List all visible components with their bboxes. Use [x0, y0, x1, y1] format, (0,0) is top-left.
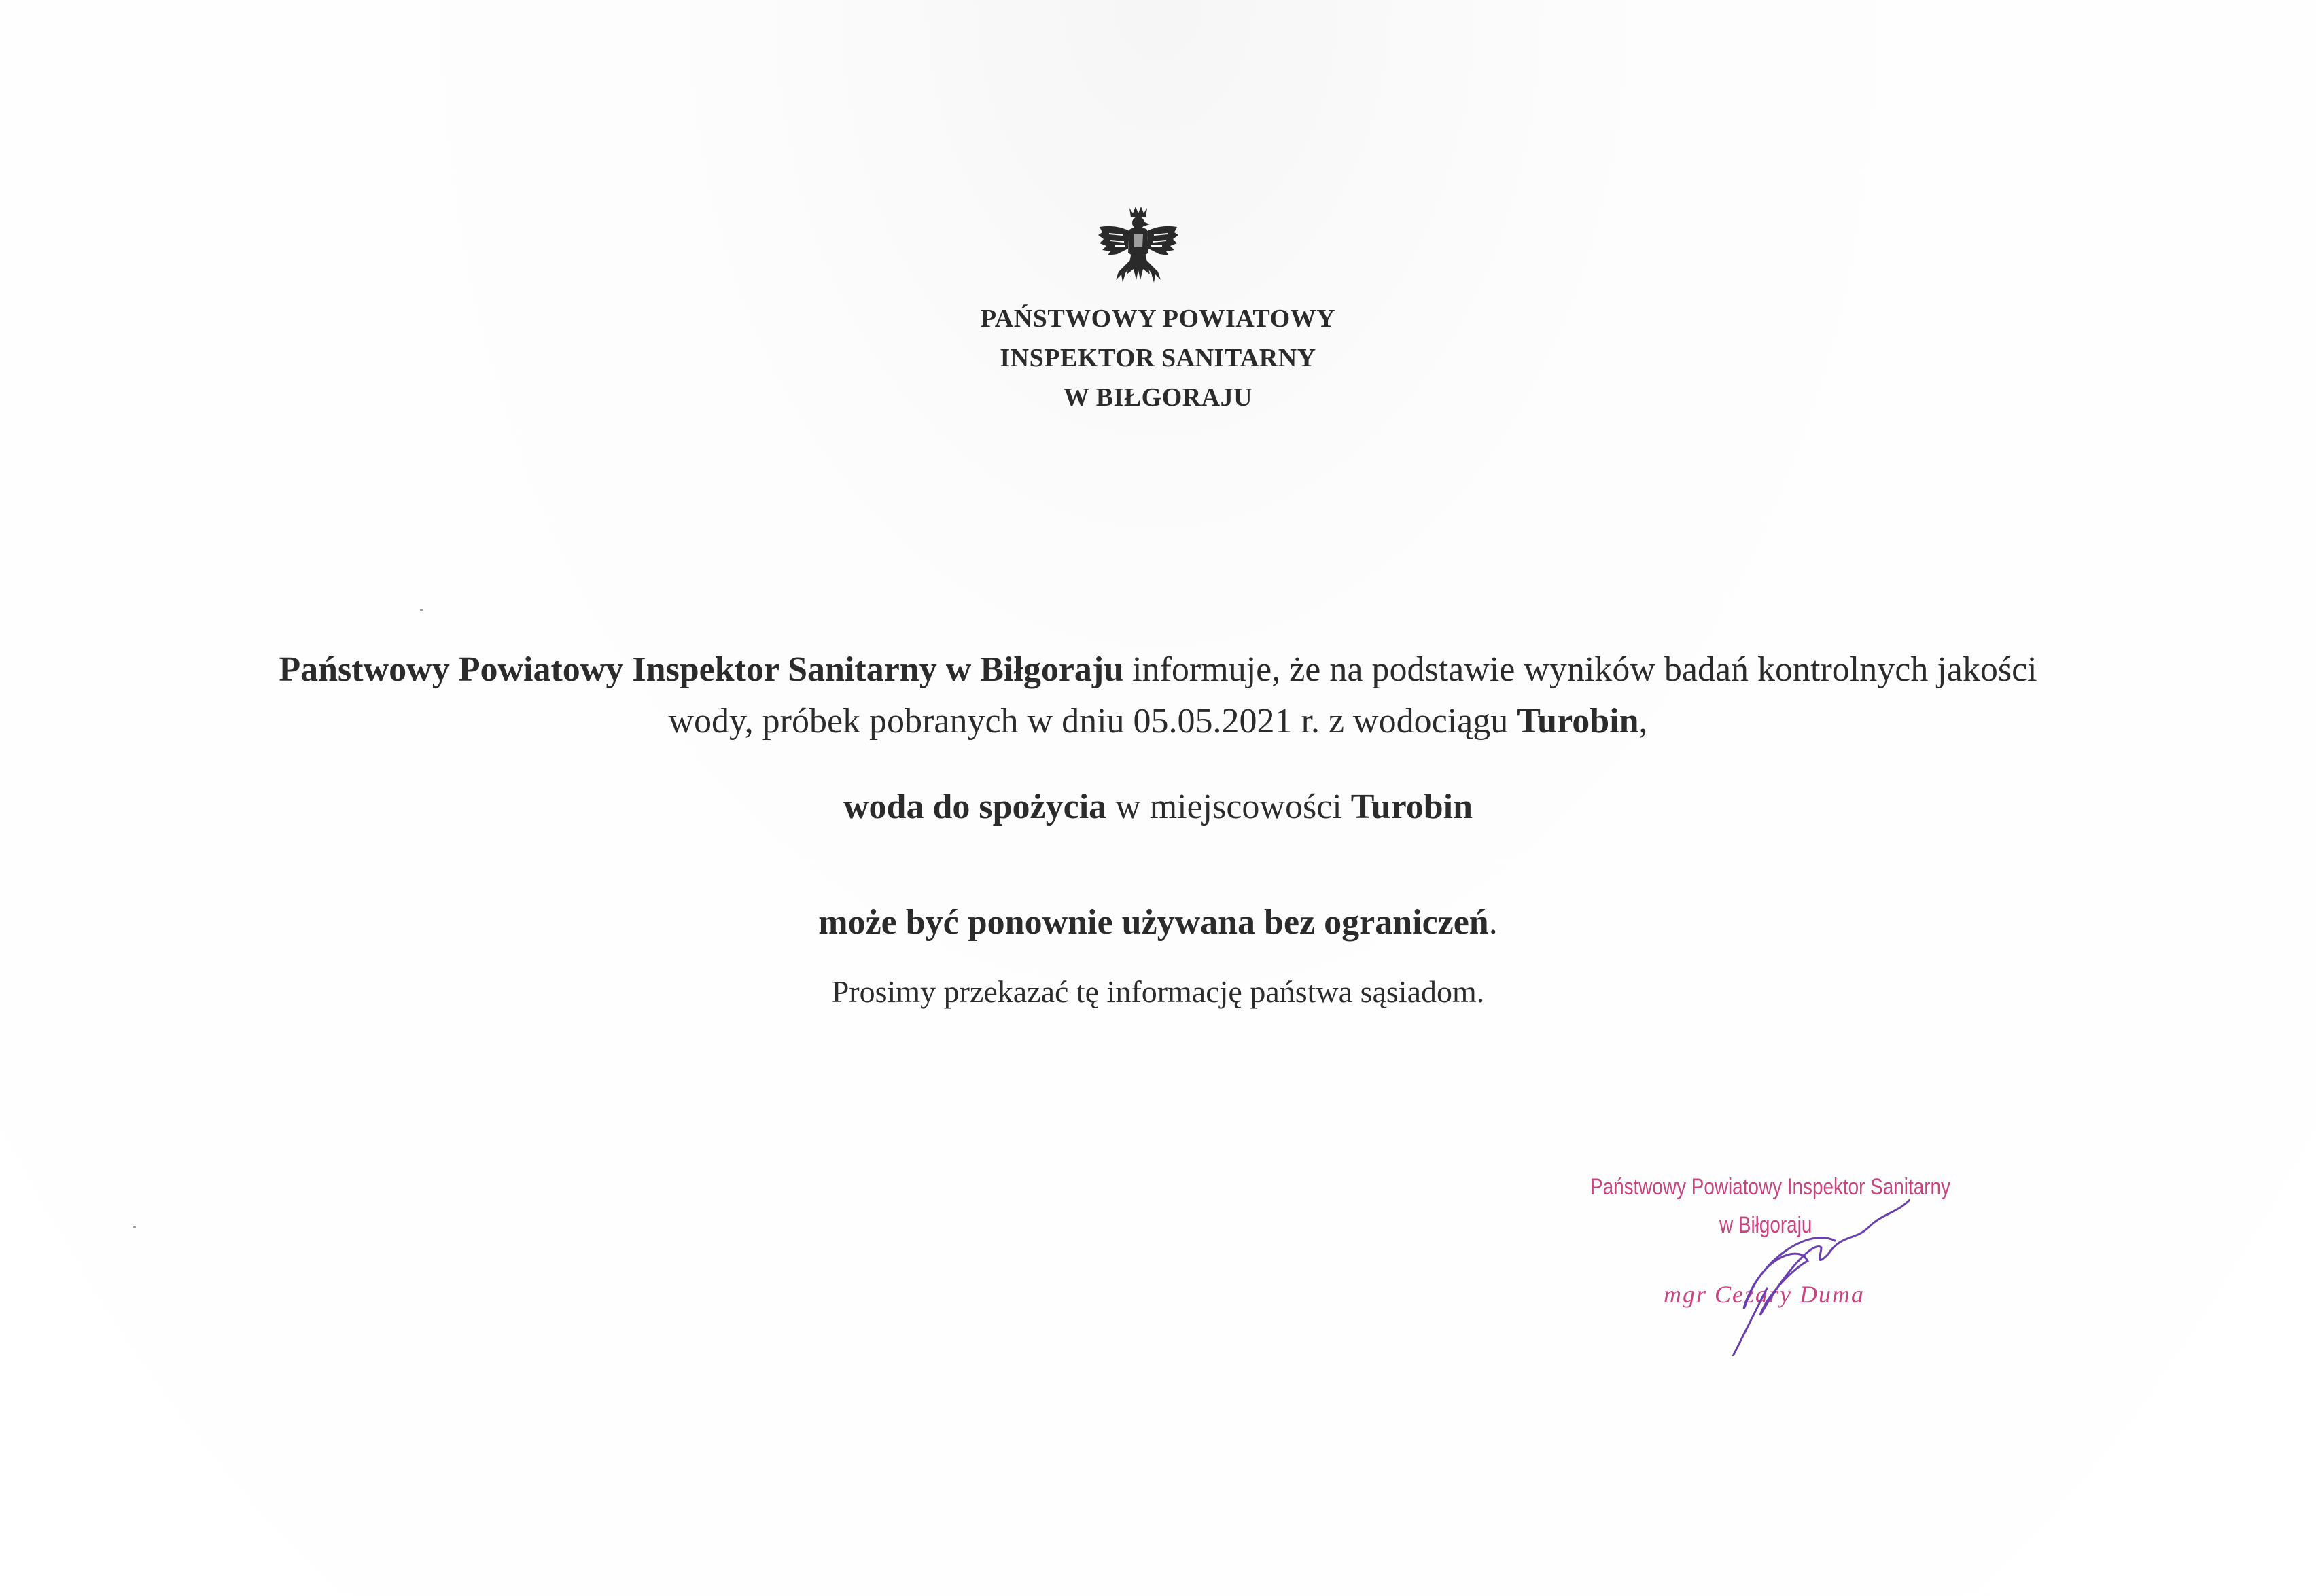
notice-punctuation: ,	[1638, 702, 1648, 741]
official-stamp	[1563, 1166, 2039, 1370]
issuer-name: Państwowy Powiatowy Inspektor Sanitarny w Biłgoraju	[279, 650, 1124, 689]
header-line-2: INSPEKTOR SANITARNY	[1000, 344, 1316, 372]
polish-eagle-emblem-icon	[1095, 204, 1181, 298]
header-line-1: PAŃSTWOWY POWIATOWY	[980, 304, 1336, 333]
notice-text: w miejscowości	[1106, 787, 1351, 826]
notice-paragraph-1	[102, 644, 2214, 747]
waterworks-name: Turobin	[1517, 702, 1639, 741]
notice-paragraph-4	[102, 966, 2214, 1018]
scan-speck	[133, 1226, 136, 1228]
notice-paragraph-1-line-1	[102, 644, 2214, 696]
handwritten-signature	[1665, 1186, 1910, 1356]
notice-paragraph-1-line-2	[102, 696, 2214, 747]
stamp-line-3: mgr Cezary Duma	[1664, 1281, 1865, 1308]
request-text: Prosimy przekazać tę informację państwa sąsiadom.	[831, 974, 1485, 1009]
water-subject: woda do spożycia	[843, 787, 1107, 826]
stamp-line-2: w Biłgoraju	[1719, 1212, 1812, 1238]
notice-punctuation: .	[1488, 903, 1498, 942]
notice-paragraph-2	[102, 781, 2214, 833]
notice-text: wody, próbek pobranych w dniu 05.05.2021 r. z wodociągu	[668, 702, 1517, 741]
header-line-3: W BIŁGORAJU	[1063, 383, 1253, 412]
issuer-header	[886, 299, 1430, 417]
notice-paragraph-3	[102, 897, 2214, 948]
stamp-line-1: Państwowy Powiatowy Inspektor Sanitarny	[1590, 1174, 1950, 1200]
notice-text: informuje, że na podstawie wyników badań kontrolnych jakości	[1123, 650, 2037, 689]
usage-status: może być ponownie używana bez ograniczeń	[818, 903, 1489, 942]
locality-name: Turobin	[1350, 787, 1473, 826]
scan-speck	[420, 609, 423, 611]
